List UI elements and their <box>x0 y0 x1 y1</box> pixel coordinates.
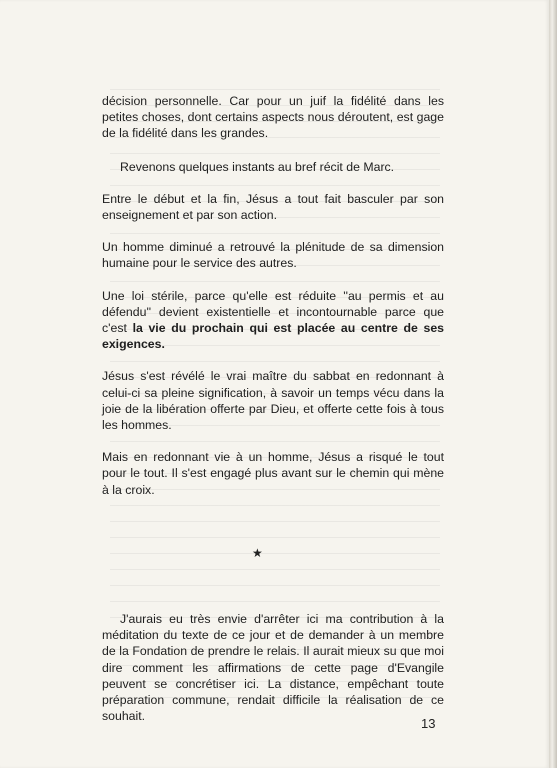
paragraph-1: décision personnelle. Car pour un juif la fidélité dans les petites choses, dont certains aspects nous déroutent, est gage de la fidélité dans les grandes. <box>102 94 444 141</box>
paragraph-2: Revenons quelques instants au bref récit de Marc. <box>120 159 395 174</box>
page-number: 13 <box>421 716 436 731</box>
paragraph-8: J'aurais eu très envie d'arrêter ici ma contribution à la méditation du texte de ce jour et de demander à un membre de la Fondation de prendre le relais. Il aurait mieux su que moi dire comment les affirmations de cette page d'Evangile peuvent se concrétiser ici. La distance, empêchant toute préparation commune, rendait difficile la réalisation de ce souhait. <box>102 612 444 724</box>
paragraph-5-text: Une loi stérile, parce qu'elle est réduite ''au permis et au défendu'' devient existentielle et incontournable parce que c'est <box>102 288 444 336</box>
paragraph-6: Jésus s'est révélé le vrai maître du sabbat en redonnant à celui-ci sa pleine signification, à savoir un temps vécu dans la joie de la libération offerte par Dieu, et offerte cette fois à tous les hommes. <box>102 369 444 433</box>
paragraph-3: Entre le début et la fin, Jésus a tout fait basculer par son enseignement et par son action. <box>102 191 444 223</box>
body-text <box>102 93 444 514</box>
section-separator-star: ★ <box>252 546 263 560</box>
page-edge <box>549 0 557 768</box>
paragraph-5-bold: la vie du prochain qui est placée au centre de ses exigences <box>102 321 444 352</box>
paragraph-4: Un homme diminué a retrouvé la plénitude de sa dimension humaine pour le service des autres. <box>102 240 444 271</box>
paragraph-5 <box>102 288 444 353</box>
paragraph-5-end: . <box>161 337 165 352</box>
paragraph-7: Mais en redonnant vie à un homme, Jésus a risqué le tout pour le tout. Il s'est engagé plus avant sur le chemin qui mène à la croix. <box>102 450 444 497</box>
